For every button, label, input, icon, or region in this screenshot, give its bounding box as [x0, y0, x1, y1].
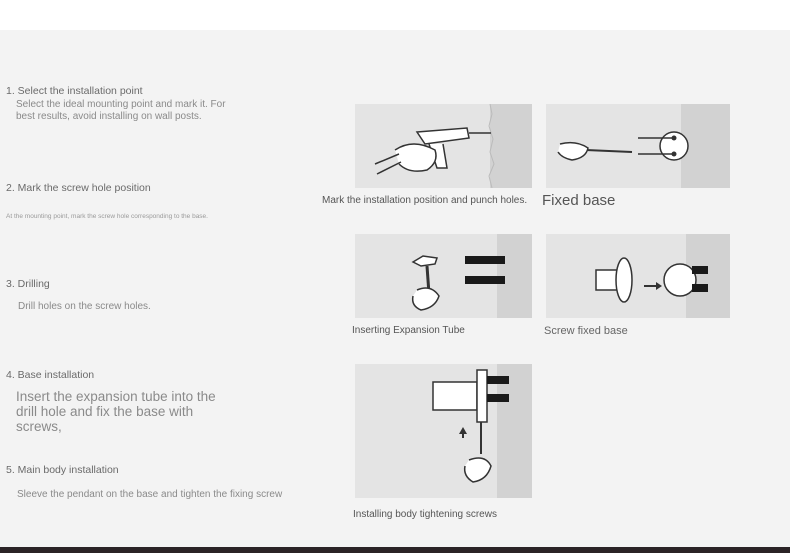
caption-body-install: Installing body tightening screws: [353, 509, 497, 520]
drill-illustration: [355, 104, 532, 188]
caption-screw-fixed: Screw fixed base: [544, 325, 628, 337]
step-5-title: 5. Main body installation: [6, 464, 119, 476]
body-install-illustration: [355, 364, 532, 498]
hex-key-icon: [355, 364, 532, 498]
top-band: [0, 0, 790, 30]
screwdriver-illustration: [546, 104, 730, 188]
caption-fixed-base: Fixed base: [542, 192, 616, 209]
step-3-desc: Drill holes on the screw holes.: [18, 301, 151, 312]
step-5-desc: Sleeve the pendant on the base and tighten the fixing screw: [17, 489, 283, 500]
step-2-title: 2. Mark the screw hole position: [6, 182, 151, 194]
step-1-desc: Select the ideal mounting point and mark it. For best results, avoid installing on wall posts.: [16, 99, 226, 122]
base-plate-illustration: [546, 234, 730, 318]
caption-mark: Mark the installation position and punch holes.: [322, 195, 528, 206]
screwdriver-icon: [546, 104, 730, 188]
step-1-title: 1. Select the installation point: [6, 85, 143, 97]
hammer-illustration: [355, 234, 532, 318]
step-2-desc: At the mounting point, mark the screw hole corresponding to the base.: [6, 213, 208, 220]
bottom-band: [0, 547, 790, 553]
drill-icon: [355, 104, 532, 188]
hammer-icon: [355, 234, 532, 318]
step-4-desc: Insert the expansion tube into the drill hole and fix the base with screws,: [16, 389, 216, 434]
base-plate-icon: [546, 234, 730, 318]
step-4-title: 4. Base installation: [6, 369, 95, 381]
caption-expansion: Inserting Expansion Tube: [352, 325, 465, 336]
step-3-title: 3. Drilling: [6, 278, 50, 290]
